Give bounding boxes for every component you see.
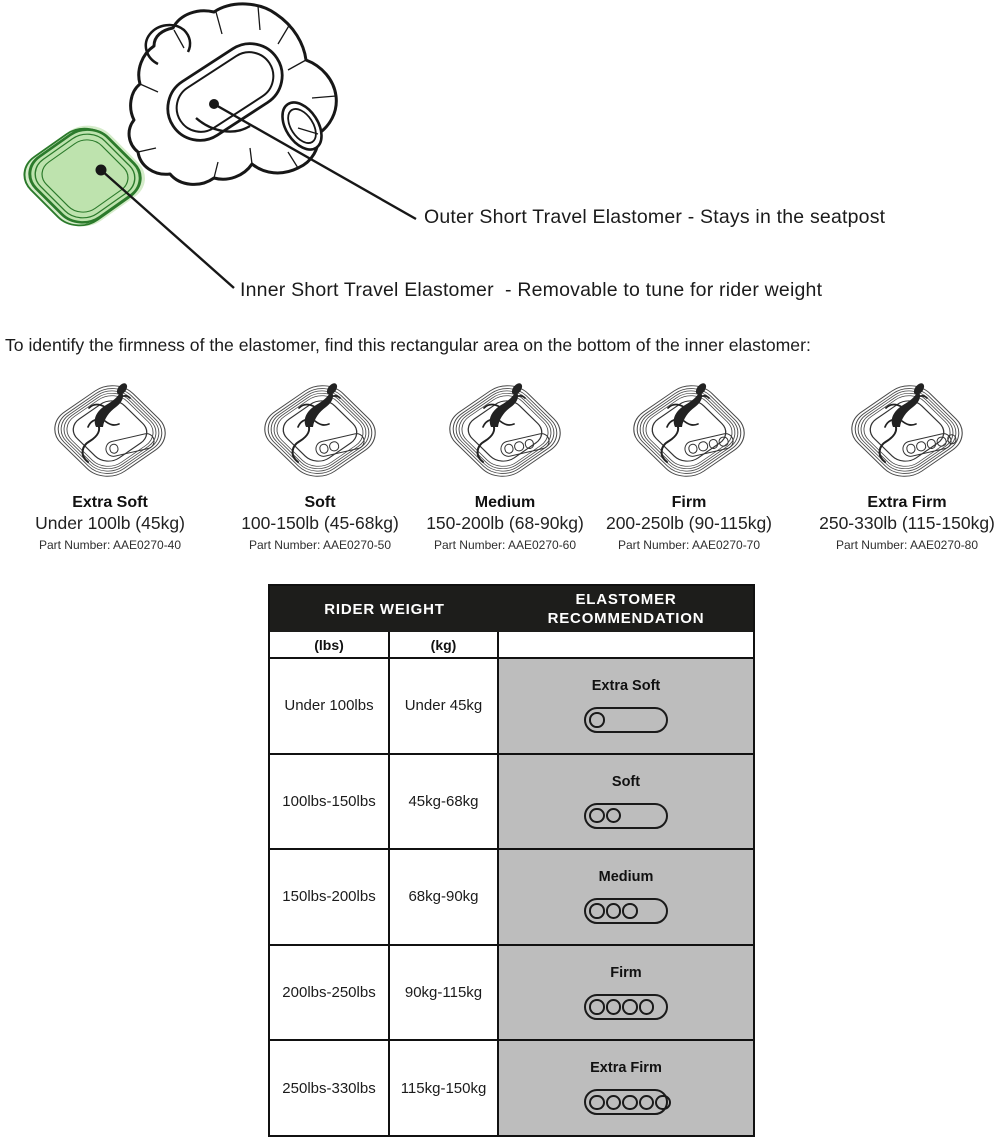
cell-lbs: 150lbs-200lbs	[270, 850, 390, 944]
firmness-dot	[513, 441, 524, 452]
table-row	[270, 850, 753, 946]
firmness-dot	[639, 999, 655, 1015]
part-number: Part Number: AAE0270-80	[835, 538, 979, 552]
firmness-dot-indicator	[584, 707, 668, 733]
cell-kg: 90kg-115kg	[390, 946, 499, 1040]
unit-empty	[499, 632, 753, 657]
cell-lbs: 200lbs-250lbs	[270, 946, 390, 1040]
unit-lbs: (lbs)	[270, 632, 390, 657]
cell-recommendation	[499, 1041, 753, 1135]
table-row	[270, 946, 753, 1042]
table-row	[270, 755, 753, 851]
firmness-dot-indicator	[584, 803, 668, 829]
recommendation-name: Extra Firm	[590, 1060, 662, 1077]
table-units-row	[270, 632, 753, 659]
inner-elastomer-label: Inner Short Travel Elastomer - Removable to tune for rider weight	[240, 279, 823, 301]
firmness-name: Medium	[474, 494, 536, 511]
firmness-dot	[718, 436, 729, 447]
firmness-dot	[707, 438, 718, 449]
firmness-dot	[655, 1095, 671, 1111]
part-number: Part Number: AAE0270-60	[433, 538, 577, 552]
firmness-dot	[606, 903, 622, 919]
firmness-dot	[687, 443, 698, 454]
firmness-option-extra-firm	[812, 374, 1000, 552]
firmness-option-firm	[594, 374, 784, 552]
firmness-dot	[606, 808, 622, 824]
recommendation-name: Firm	[610, 964, 642, 981]
weight-range: 100-150lb (45-68kg)	[241, 513, 399, 533]
weight-range: 200-250lb (90-115kg)	[605, 513, 773, 533]
part-number: Part Number: AAE0270-50	[248, 538, 392, 552]
outer-elastomer-illustration	[129, 4, 336, 184]
firmness-dot	[622, 999, 638, 1015]
cell-kg: 115kg-150kg	[390, 1041, 499, 1135]
firmness-dot	[905, 443, 916, 454]
firmness-dot	[697, 441, 708, 452]
firmness-option-soft	[225, 374, 415, 552]
cell-kg: 45kg-68kg	[390, 755, 499, 849]
elastomer-bottom-icon	[832, 374, 982, 492]
firmness-dot	[606, 1095, 622, 1111]
part-number: Part Number: AAE0270-70	[617, 538, 761, 552]
outer-elastomer-label: Outer Short Travel Elastomer - Stays in the seatpost	[424, 206, 886, 228]
firmness-dot	[108, 443, 119, 454]
firmness-option-medium	[410, 374, 600, 552]
elastomer-bottom-icon	[430, 374, 580, 492]
elastomer-bottom-icon	[35, 374, 185, 492]
recommendation-name: Medium	[598, 869, 654, 886]
firmness-option-extra-soft	[15, 374, 205, 552]
cell-recommendation	[499, 946, 753, 1040]
cell-kg: Under 45kg	[390, 659, 499, 753]
firmness-dot	[925, 438, 936, 449]
cell-recommendation	[499, 659, 753, 753]
header-elastomer-recommendation: ELASTOMER RECOMMENDATION	[547, 590, 705, 627]
firmness-dot	[589, 903, 605, 919]
firmness-dot-indicator	[584, 1089, 668, 1115]
firmness-dot	[589, 999, 605, 1015]
firmness-name: Extra Firm	[867, 494, 947, 511]
firmness-dot	[503, 443, 514, 454]
recommendation-table	[268, 584, 755, 1137]
unit-kg: (kg)	[390, 632, 499, 657]
cell-kg: 68kg-90kg	[390, 850, 499, 944]
cell-lbs: Under 100lbs	[270, 659, 390, 753]
firmness-name: Extra Soft	[72, 494, 148, 511]
firmness-dot	[622, 903, 638, 919]
inner-label-leader-line	[96, 165, 235, 289]
firmness-dot	[318, 443, 329, 454]
firmness-dot-indicator	[584, 994, 668, 1020]
table-row	[270, 659, 753, 755]
weight-range: Under 100lb (45kg)	[35, 513, 185, 533]
intro-text: To identify the firmness of the elastomer, find this rectangular area on the bottom of the inner elastomer:	[5, 335, 811, 355]
part-number: Part Number: AAE0270-40	[38, 538, 182, 552]
recommendation-name: Soft	[611, 773, 641, 790]
weight-range: 150-200lb (68-90kg)	[426, 513, 584, 533]
table-row	[270, 1041, 753, 1135]
firmness-dot	[639, 1095, 655, 1111]
cell-recommendation	[499, 755, 753, 849]
cell-lbs: 250lbs-330lbs	[270, 1041, 390, 1135]
firmness-dot	[622, 1095, 638, 1111]
firmness-name: Soft	[304, 494, 336, 511]
elastomer-bottom-icon	[245, 374, 395, 492]
firmness-dot-indicator	[584, 898, 668, 924]
firmness-dot	[606, 999, 622, 1015]
firmness-dot	[589, 712, 605, 728]
firmness-dot	[523, 438, 534, 449]
firmness-dot	[936, 436, 947, 447]
firmness-name: Firm	[671, 494, 707, 511]
cell-lbs: 100lbs-150lbs	[270, 755, 390, 849]
recommendation-name: Extra Soft	[591, 678, 661, 694]
weight-range: 250-330lb (115-150kg)	[819, 513, 995, 533]
header-rider-weight: RIDER WEIGHT	[324, 600, 445, 618]
firmness-dot	[328, 441, 339, 452]
cell-recommendation	[499, 850, 753, 944]
firmness-dot	[915, 441, 926, 452]
firmness-dot	[589, 1095, 605, 1111]
elastomer-bottom-icon	[614, 374, 764, 492]
firmness-dot	[589, 808, 605, 824]
table-header-row	[270, 586, 753, 632]
